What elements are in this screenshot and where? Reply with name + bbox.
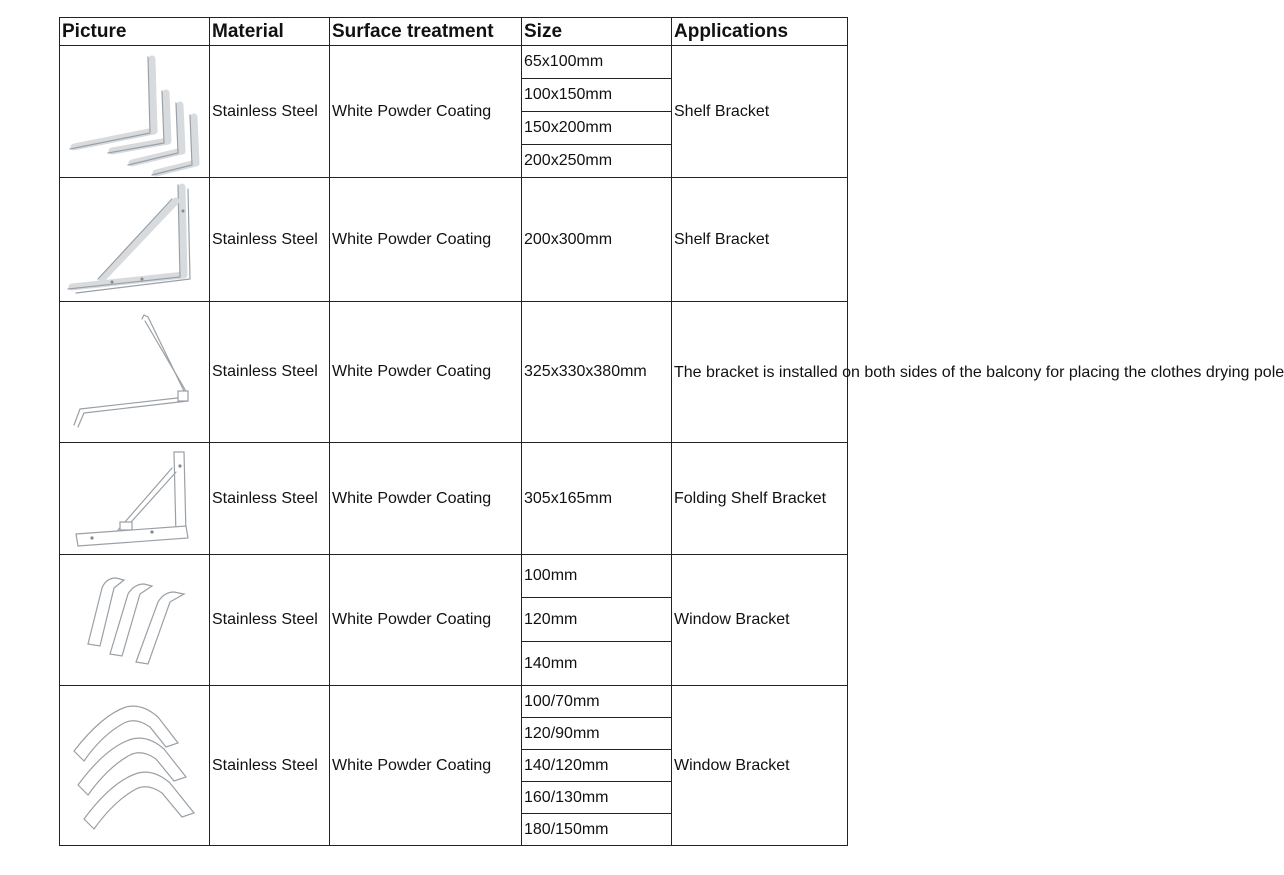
application-cell: Folding Shelf Bracket [672, 443, 848, 555]
l-shelf-bracket-set-icon [62, 47, 210, 177]
table-row [60, 443, 848, 555]
size-cell: 200x300mm [522, 178, 672, 302]
size-cell: 200x250mm [522, 145, 672, 178]
curved-window-bracket-icon [62, 558, 210, 682]
picture-cell [60, 178, 210, 302]
application-cell: Shelf Bracket [672, 178, 848, 302]
size-cell: 150x200mm [522, 112, 672, 145]
header-material: Material [210, 18, 330, 46]
triangle-shelf-bracket-icon [62, 181, 210, 299]
size-cell: 160/130mm [522, 782, 672, 814]
size-cell: 140mm [522, 642, 672, 686]
size-cell: 325x330x380mm [522, 302, 672, 443]
surface-cell: White Powder Coating [330, 686, 522, 846]
size-cell: 120mm [522, 598, 672, 642]
table-row [60, 302, 848, 443]
material-cell: Stainless Steel [210, 555, 330, 686]
picture-cell [60, 46, 210, 178]
surface-cell: White Powder Coating [330, 555, 522, 686]
material-cell: Stainless Steel [210, 178, 330, 302]
header-picture: Picture [60, 18, 210, 46]
picture-cell [60, 443, 210, 555]
size-cell: 305x165mm [522, 443, 672, 555]
application-cell: Window Bracket [672, 555, 848, 686]
picture-cell [60, 302, 210, 443]
size-cell: 100/70mm [522, 686, 672, 718]
material-cell: Stainless Steel [210, 443, 330, 555]
material-cell: Stainless Steel [210, 686, 330, 846]
table-row [60, 686, 848, 718]
arched-window-bracket-icon [62, 689, 210, 843]
surface-cell: White Powder Coating [330, 46, 522, 178]
table-row [60, 178, 848, 302]
folding-shelf-bracket-icon [62, 446, 210, 552]
surface-cell: White Powder Coating [330, 443, 522, 555]
material-cell: Stainless Steel [210, 46, 330, 178]
size-cell: 120/90mm [522, 718, 672, 750]
header-surface-treatment: Surface treatment [330, 18, 522, 46]
application-cell: The bracket is installed on both sides of the balcony for placing the clothes drying pole [672, 302, 848, 443]
picture-cell [60, 686, 210, 846]
picture-cell [60, 555, 210, 686]
header-applications: Applications [672, 18, 848, 46]
header-size: Size [522, 18, 672, 46]
size-cell: 100x150mm [522, 79, 672, 112]
table-row [60, 555, 848, 598]
surface-cell: White Powder Coating [330, 302, 522, 443]
size-cell: 65x100mm [522, 46, 672, 79]
application-cell: Shelf Bracket [672, 46, 848, 178]
surface-cell: White Powder Coating [330, 178, 522, 302]
application-cell: Window Bracket [672, 686, 848, 846]
size-cell: 100mm [522, 555, 672, 598]
table-row [60, 46, 848, 79]
material-cell: Stainless Steel [210, 302, 330, 443]
size-cell: 180/150mm [522, 814, 672, 846]
size-cell: 140/120mm [522, 750, 672, 782]
header-row [60, 18, 848, 46]
balcony-drying-rack-bracket-icon [62, 305, 210, 439]
spec-table [59, 17, 1284, 846]
